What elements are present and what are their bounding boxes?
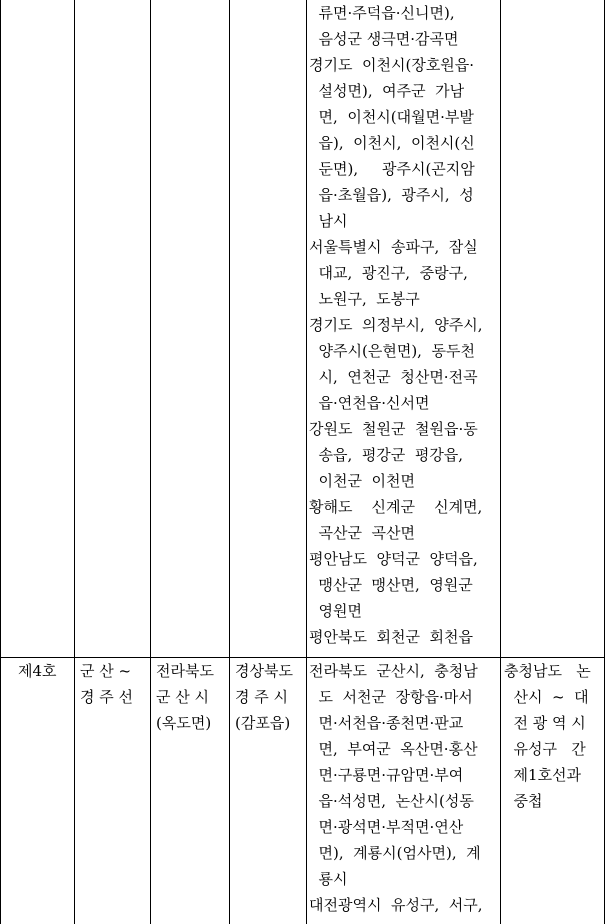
start-point-line-3: (옥도면)	[156, 714, 212, 732]
via-text-line: 면·서천읍·종천면·판교	[309, 714, 464, 732]
via-text-line: 강원도 철원군 철원읍·동	[309, 420, 478, 438]
via-text-line: 황해도 신계군 신계면,	[309, 498, 483, 516]
start-point-line-1: 전라북도	[156, 662, 214, 680]
via-text-line: 도 서천군 장항읍·마서	[309, 688, 473, 706]
via-text-line: 전라북도 군산시, 충청남	[309, 662, 478, 680]
route-name-line-2: 경 주 선	[80, 688, 134, 706]
table-border-right	[604, 0, 605, 924]
via-text-line: 면, 이천시(대월면·부발	[309, 108, 474, 126]
via-text-line: 면, 부여군 옥산면·홍산	[309, 740, 478, 758]
via-text-line: 양주시(은현면), 동두천	[309, 342, 475, 360]
via-text-line: 이천군 이천면	[309, 472, 416, 490]
via-text-line: 평안남도 양덕군 양덕읍,	[309, 550, 478, 568]
via-text-line: 면), 계룡시(엄사면), 계	[309, 844, 481, 862]
via-text-line: 읍·연천읍·신서면	[309, 394, 430, 412]
table-border-left	[0, 0, 1, 924]
via-text-line: 읍), 이천시, 이천시(신	[309, 134, 475, 152]
via-text-line: 시, 연천군 청산면·전곡	[309, 368, 478, 386]
table-divider-1	[74, 0, 75, 924]
via-text-line: 맹산군 맹산면, 영원군	[309, 576, 473, 594]
via-text-line: 경기도 의정부시, 양주시,	[309, 316, 483, 334]
via-text-line: 면·구룡면·규암면·부여	[309, 766, 464, 784]
route-name-line-1: 군 산 ~	[80, 662, 132, 680]
via-text-line: 음성군 생극면·감곡면	[309, 30, 459, 48]
via-text-line: 설성면), 여주군 가남	[309, 82, 465, 100]
via-text-line: 대교, 광진구, 중랑구,	[309, 264, 468, 282]
via-text-line: 룡시	[309, 870, 348, 888]
via-text-line: 류면·주덕읍·신니면),	[309, 4, 455, 22]
via-text-line: 평안북도 회천군 회천읍	[309, 628, 473, 646]
via-text-line: 노원구, 도봉구	[309, 290, 420, 308]
end-point-line-2: 경 주 시	[235, 688, 289, 706]
via-text-line: 면·광석면·부적면·연산	[309, 818, 464, 836]
via-text-line: 영원면	[309, 602, 363, 620]
via-text-line: 대전광역시 유성구, 서구,	[309, 896, 483, 914]
via-text-line: 서울특별시 송파구, 잠실	[309, 238, 478, 256]
note-text-line: 유성구 간	[504, 740, 586, 758]
via-text-line: 읍·석성면, 논산시(성동	[309, 792, 474, 810]
start-point-line-2: 군 산 시	[156, 688, 210, 706]
via-text-line: 경기도 이천시(장호원읍·	[309, 56, 475, 74]
end-point-line-3: (감포읍)	[235, 714, 291, 732]
via-text-line: 송읍, 평강군 평강읍,	[309, 446, 464, 464]
end-point-line-1: 경상북도	[235, 662, 293, 680]
via-text-line: 곡산군 곡산면	[309, 524, 416, 542]
note-text-line: 충청남도 논	[504, 662, 591, 680]
table-divider-2	[150, 0, 151, 924]
via-text-line: 남시	[309, 212, 348, 230]
table-divider-3	[229, 0, 230, 924]
note-text-line: 제1호선과	[504, 766, 582, 784]
row-number: 제4호	[18, 662, 57, 680]
note-text-line: 산시 ~ 대	[504, 688, 589, 706]
via-text-line: 읍·초월읍), 광주시, 성	[309, 186, 474, 204]
note-text-line: 전 광 역 시	[504, 714, 586, 732]
table-divider-5	[500, 0, 501, 924]
note-text-line: 중첩	[504, 792, 543, 810]
table-divider-4	[306, 0, 307, 924]
via-text-line: 둔면), 광주시(곤지암	[309, 160, 475, 178]
